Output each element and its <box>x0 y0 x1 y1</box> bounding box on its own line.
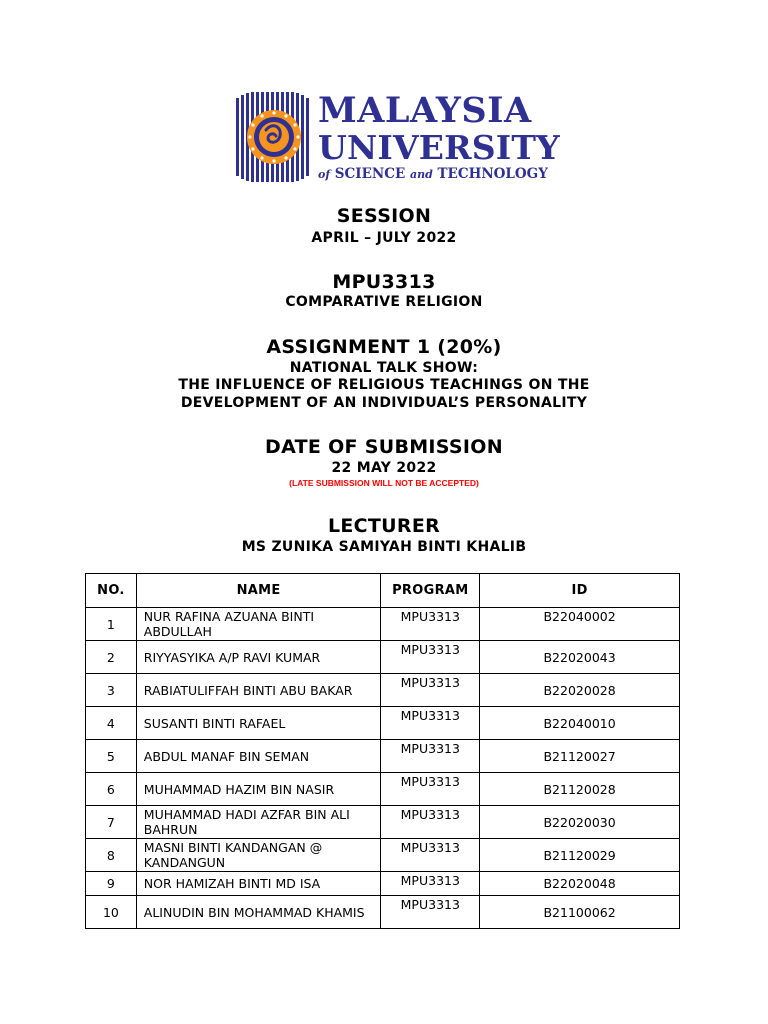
header-program: PROGRAM <box>381 574 480 608</box>
lecturer-name: MS ZUNIKA SAMIYAH BINTI KHALIB <box>241 539 527 555</box>
row-id: B22020043 <box>480 641 680 674</box>
row-name: NOR HAMIZAH BINTI MD ISA <box>136 872 381 896</box>
row-id: B22020028 <box>480 674 680 707</box>
row-no: 1 <box>86 608 137 641</box>
logo-text-science: SCIENCE <box>334 166 406 182</box>
table-row <box>86 773 680 806</box>
row-no: 5 <box>86 740 137 773</box>
lecturer-title: LECTURER <box>327 515 441 537</box>
row-name: MASNI BINTI KANDANGAN @ KANDANGUN <box>136 839 381 872</box>
row-no: 3 <box>86 674 137 707</box>
table-row <box>86 608 680 641</box>
header-no: NO. <box>86 574 137 608</box>
table-row <box>86 707 680 740</box>
assignment-line-3: DEVELOPMENT OF AN INDIVIDUAL’S PERSONALITY <box>180 395 588 411</box>
session-title: SESSION <box>336 205 432 227</box>
table-row <box>86 872 680 896</box>
row-id: B22040002 <box>480 608 680 641</box>
row-program: MPU3313 <box>381 641 480 674</box>
table-row <box>86 806 680 839</box>
row-id: B21120029 <box>480 839 680 872</box>
row-no: 9 <box>86 872 137 896</box>
row-no: 2 <box>86 641 137 674</box>
logo-text-and: and <box>409 168 433 181</box>
row-no: 8 <box>86 839 137 872</box>
row-id: B21120027 <box>480 740 680 773</box>
row-name: ABDUL MANAF BIN SEMAN <box>136 740 381 773</box>
row-id: B22040010 <box>480 707 680 740</box>
row-program: MPU3313 <box>381 608 480 641</box>
table-header-row <box>86 574 680 608</box>
logo-text-malaysia: MALAYSIA <box>318 90 532 131</box>
logo-text-technology: TECHNOLOGY <box>437 166 548 182</box>
row-name: MUHAMMAD HADI AZFAR BIN ALI BAHRUN <box>136 806 381 839</box>
table-row <box>86 896 680 929</box>
row-program: MPU3313 <box>381 896 480 929</box>
university-logo <box>236 90 560 186</box>
logo-text-university: UNIVERSITY <box>318 128 560 167</box>
row-no: 7 <box>86 806 137 839</box>
row-program: MPU3313 <box>381 872 480 896</box>
row-id: B21100062 <box>480 896 680 929</box>
row-id: B22020048 <box>480 872 680 896</box>
row-program: MPU3313 <box>381 674 480 707</box>
row-no: 4 <box>86 707 137 740</box>
late-submission-note: (LATE SUBMISSION WILL NOT BE ACCEPTED) <box>289 478 479 488</box>
assignment-line-1: NATIONAL TALK SHOW: <box>289 360 479 376</box>
header-name: NAME <box>136 574 381 608</box>
row-no: 6 <box>86 773 137 806</box>
student-table <box>85 573 680 929</box>
row-program: MPU3313 <box>381 806 480 839</box>
row-program: MPU3313 <box>381 839 480 872</box>
table-row <box>86 740 680 773</box>
logo-text-of: of <box>318 168 331 181</box>
table-row <box>86 674 680 707</box>
logo-text-science-technology <box>318 166 548 182</box>
row-name: ALINUDIN BIN MOHAMMAD KHAMIS <box>136 896 381 929</box>
course-name: COMPARATIVE RELIGION <box>285 294 483 310</box>
row-program: MPU3313 <box>381 707 480 740</box>
row-program: MPU3313 <box>381 773 480 806</box>
row-name: SUSANTI BINTI RAFAEL <box>136 707 381 740</box>
submission-title: DATE OF SUBMISSION <box>265 436 503 458</box>
row-no: 10 <box>86 896 137 929</box>
course-code: MPU3313 <box>332 271 436 293</box>
row-id: B21120028 <box>480 773 680 806</box>
row-id: B22020030 <box>480 806 680 839</box>
assignment-title: ASSIGNMENT 1 (20%) <box>266 336 502 358</box>
row-name: NUR RAFINA AZUANA BINTI ABDULLAH <box>136 608 381 641</box>
row-name: RIYYASYIKA A/P RAVI KUMAR <box>136 641 381 674</box>
row-name: RABIATULIFFAH BINTI ABU BAKAR <box>136 674 381 707</box>
university-emblem-icon <box>236 92 312 182</box>
row-name: MUHAMMAD HAZIM BIN NASIR <box>136 773 381 806</box>
table-row <box>86 839 680 872</box>
header-id: ID <box>480 574 680 608</box>
table-row <box>86 641 680 674</box>
submission-date: 22 MAY 2022 <box>331 460 437 476</box>
row-program: MPU3313 <box>381 740 480 773</box>
session-value: APRIL – JULY 2022 <box>311 230 457 246</box>
assignment-line-2: THE INFLUENCE OF RELIGIOUS TEACHINGS ON THE <box>178 377 590 393</box>
